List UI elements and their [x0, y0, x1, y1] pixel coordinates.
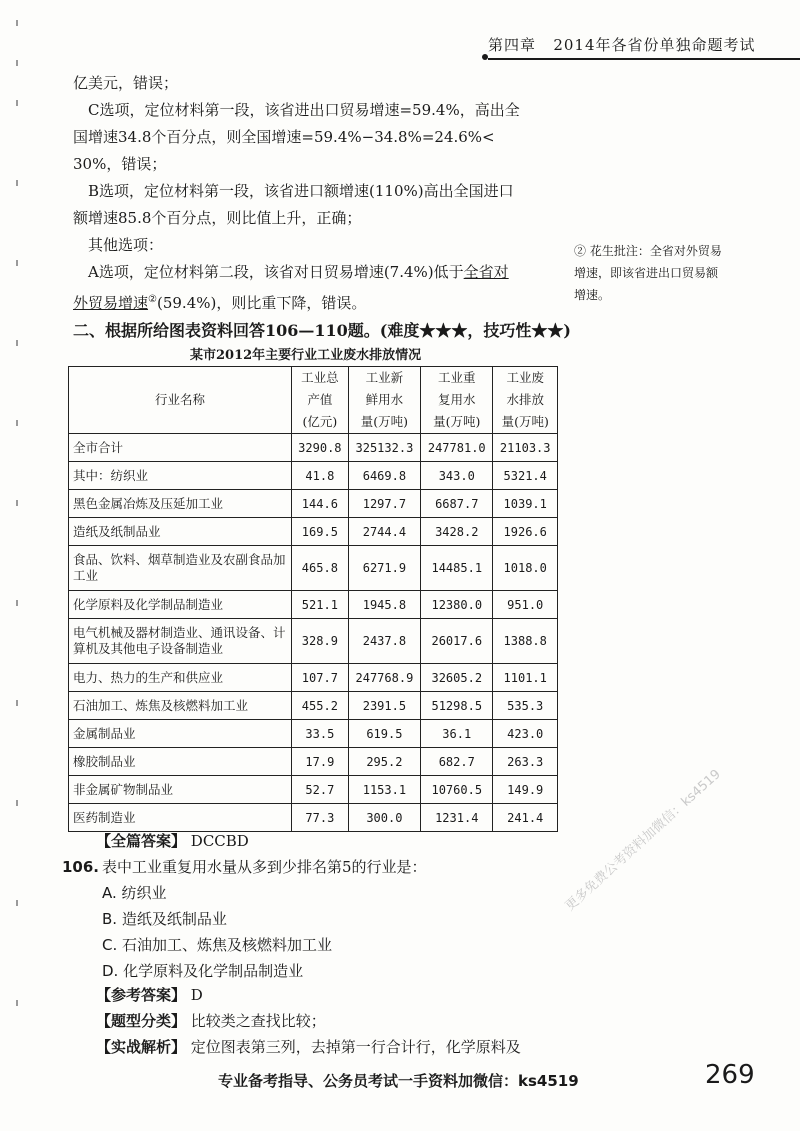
industry-name: 医药制造业	[69, 804, 292, 832]
other-options-label: 其他选项：	[88, 236, 164, 254]
reference-answer-value: D	[190, 986, 203, 1004]
industry-name: 石油加工、炼焦及核燃料加工业	[69, 692, 292, 720]
wastewater: 535.3	[493, 692, 558, 720]
output-value: 41.8	[292, 462, 349, 490]
question-text: 表中工业重复用水量从多到少排名第5的行业是：	[102, 858, 427, 876]
question-type-label: 【题型分类】	[96, 1012, 187, 1030]
reference-answer-label: 【参考答案】	[96, 986, 187, 1004]
wastewater: 423.0	[493, 720, 558, 748]
annotation-line-1: ② 花生批注：全省对外贸易	[574, 244, 722, 258]
reused-water: 36.1	[421, 720, 493, 748]
b-option-line-1: B选项，定位材料第一段，该省进口额增速(110%)高出全国进口	[88, 182, 514, 200]
wastewater: 21103.3	[493, 434, 558, 462]
c-option-line-3: 30%，错误；	[73, 155, 167, 173]
table-row	[69, 490, 558, 518]
header-rule	[488, 58, 800, 60]
option-a: A. 纺织业	[102, 884, 167, 902]
output-value: 3290.8	[292, 434, 349, 462]
table-row	[69, 619, 558, 664]
industry-name: 橡胶制品业	[69, 748, 292, 776]
table-header-row	[69, 367, 558, 434]
fresh-water: 6271.9	[348, 546, 420, 591]
chapter-label: 第四章	[488, 36, 537, 54]
output-value: 144.6	[292, 490, 349, 518]
reused-water: 14485.1	[421, 546, 493, 591]
full-answer-value: DCCBD	[190, 832, 249, 850]
wastewater: 263.3	[493, 748, 558, 776]
wastewater: 951.0	[493, 591, 558, 619]
industry-name: 电力、热力的生产和供应业	[69, 664, 292, 692]
output-value: 33.5	[292, 720, 349, 748]
output-value: 77.3	[292, 804, 349, 832]
reused-water: 1231.4	[421, 804, 493, 832]
wastewater: 241.4	[493, 804, 558, 832]
fresh-water: 1153.1	[348, 776, 420, 804]
question-number: 106.	[62, 858, 100, 876]
fresh-water: 2744.4	[348, 518, 420, 546]
footnote-ref: ②	[148, 294, 157, 305]
fresh-water: 1945.8	[348, 591, 420, 619]
b-option-line-2: 额增速85.8个百分点，则比值上升，正确；	[73, 209, 362, 227]
table-row	[69, 692, 558, 720]
analysis-label: 【实战解析】	[96, 1038, 187, 1056]
table-row	[69, 748, 558, 776]
reused-water: 10760.5	[421, 776, 493, 804]
wastewater: 5321.4	[493, 462, 558, 490]
reused-water: 32605.2	[421, 664, 493, 692]
industry-name: 黑色金属冶炼及压延加工业	[69, 490, 292, 518]
header-wastewater-discharge: 工业废 水排放 量(万吨)	[493, 367, 558, 434]
question-type	[96, 1008, 326, 1034]
table-row	[69, 518, 558, 546]
output-value: 521.1	[292, 591, 349, 619]
table-row	[69, 720, 558, 748]
option-b: B. 造纸及纸制品业	[102, 910, 227, 928]
question-type-value: 比较类之查找比较；	[190, 1012, 326, 1030]
c-option-line-1: C选项，定位材料第一段，该省进出口贸易增速=59.4%，高出全	[88, 101, 520, 119]
footer-note: 专业备考指导、公务员考试一手资料加微信：ks4519	[218, 1072, 579, 1090]
industry-name: 全市合计	[69, 434, 292, 462]
a-option-text: A选项，定位材料第二段，该省对日贸易增速(7.4%)低于	[88, 263, 464, 281]
binding-holes	[14, 0, 22, 1131]
option-d: D. 化学原料及化学制品制造业	[102, 962, 304, 980]
watermark: 更多免费公考资料加微信：ks4519	[562, 766, 724, 915]
table-row	[69, 434, 558, 462]
industry-name: 食品、饮料、烟草制造业及农副食品加工业	[69, 546, 292, 591]
reused-water: 6687.7	[421, 490, 493, 518]
running-header	[488, 34, 800, 56]
output-value: 52.7	[292, 776, 349, 804]
reused-water: 682.7	[421, 748, 493, 776]
underlined-term: 全省对	[463, 263, 509, 281]
wastewater: 1101.1	[493, 664, 558, 692]
a-option-line-2	[73, 286, 563, 317]
annotation-line-2: 增速，即该省进出口贸易额	[574, 266, 719, 280]
wastewater: 149.9	[493, 776, 558, 804]
reused-water: 26017.6	[421, 619, 493, 664]
table-row	[69, 546, 558, 591]
wastewater: 1388.8	[493, 619, 558, 664]
wastewater: 1926.6	[493, 518, 558, 546]
table-row	[69, 664, 558, 692]
fresh-water: 1297.7	[348, 490, 420, 518]
full-answer-label: 【全篇答案】	[96, 832, 187, 850]
wastewater-table	[68, 366, 558, 832]
header-bullet	[482, 54, 488, 60]
fresh-water: 325132.3	[348, 434, 420, 462]
fresh-water: 6469.8	[348, 462, 420, 490]
fresh-water: 619.5	[348, 720, 420, 748]
explanation-line: 亿美元，错误；	[73, 74, 179, 92]
reference-answer	[96, 982, 203, 1008]
fresh-water: 247768.9	[348, 664, 420, 692]
fresh-water: 2437.8	[348, 619, 420, 664]
industry-name: 其中：纺织业	[69, 462, 292, 490]
fresh-water: 295.2	[348, 748, 420, 776]
page-number: 269	[705, 1060, 755, 1090]
industry-name: 非金属矿物制品业	[69, 776, 292, 804]
header-reused-water: 工业重 复用水 量(万吨)	[421, 367, 493, 434]
industry-name: 电气机械及器材制造业、通讯设备、计算机及其他电子设备制造业	[69, 619, 292, 664]
c-option-line-2: 国增速34.8个百分点，则全国增速=59.4%−34.8%=24.6%<	[73, 128, 495, 146]
reused-water: 12380.0	[421, 591, 493, 619]
table-row	[69, 462, 558, 490]
header-industry-name: 行业名称	[69, 367, 292, 434]
annotation-line-3: 增速。	[574, 288, 611, 302]
reused-water: 51298.5	[421, 692, 493, 720]
fresh-water: 2391.5	[348, 692, 420, 720]
reused-water: 247781.0	[421, 434, 493, 462]
header-title: 2014年各省份单独命题考试	[553, 36, 756, 54]
output-value: 328.9	[292, 619, 349, 664]
a-option-text-end: (59.4%)，则比重下降，错误。	[156, 294, 367, 312]
table-row	[69, 591, 558, 619]
section-title: 二、根据所给图表资料回答106—110题。(难度★★★，技巧性★★)	[73, 321, 571, 340]
fresh-water: 300.0	[348, 804, 420, 832]
analysis-text: 定位图表第三列，去掉第一行合计行，化学原料及	[190, 1038, 521, 1056]
table-title: 某市2012年主要行业工业废水排放情况	[190, 348, 422, 363]
reused-water: 3428.2	[421, 518, 493, 546]
header-fresh-water: 工业新 鲜用水 量(万吨)	[348, 367, 420, 434]
output-value: 17.9	[292, 748, 349, 776]
underlined-term-cont: 外贸易增速	[73, 294, 149, 312]
reused-water: 343.0	[421, 462, 493, 490]
full-answer	[96, 828, 249, 854]
output-value: 465.8	[292, 546, 349, 591]
a-option-line-1	[73, 259, 578, 286]
industry-name: 化学原料及化学制品制造业	[69, 591, 292, 619]
analysis	[96, 1034, 521, 1060]
wastewater: 1018.0	[493, 546, 558, 591]
wastewater: 1039.1	[493, 490, 558, 518]
industry-name: 金属制品业	[69, 720, 292, 748]
output-value: 455.2	[292, 692, 349, 720]
output-value: 107.7	[292, 664, 349, 692]
output-value: 169.5	[292, 518, 349, 546]
industry-name: 造纸及纸制品业	[69, 518, 292, 546]
margin-annotation	[574, 240, 774, 306]
table-row	[69, 776, 558, 804]
option-c: C. 石油加工、炼焦及核燃料加工业	[102, 936, 333, 954]
header-output-value: 工业总 产值 (亿元)	[292, 367, 349, 434]
